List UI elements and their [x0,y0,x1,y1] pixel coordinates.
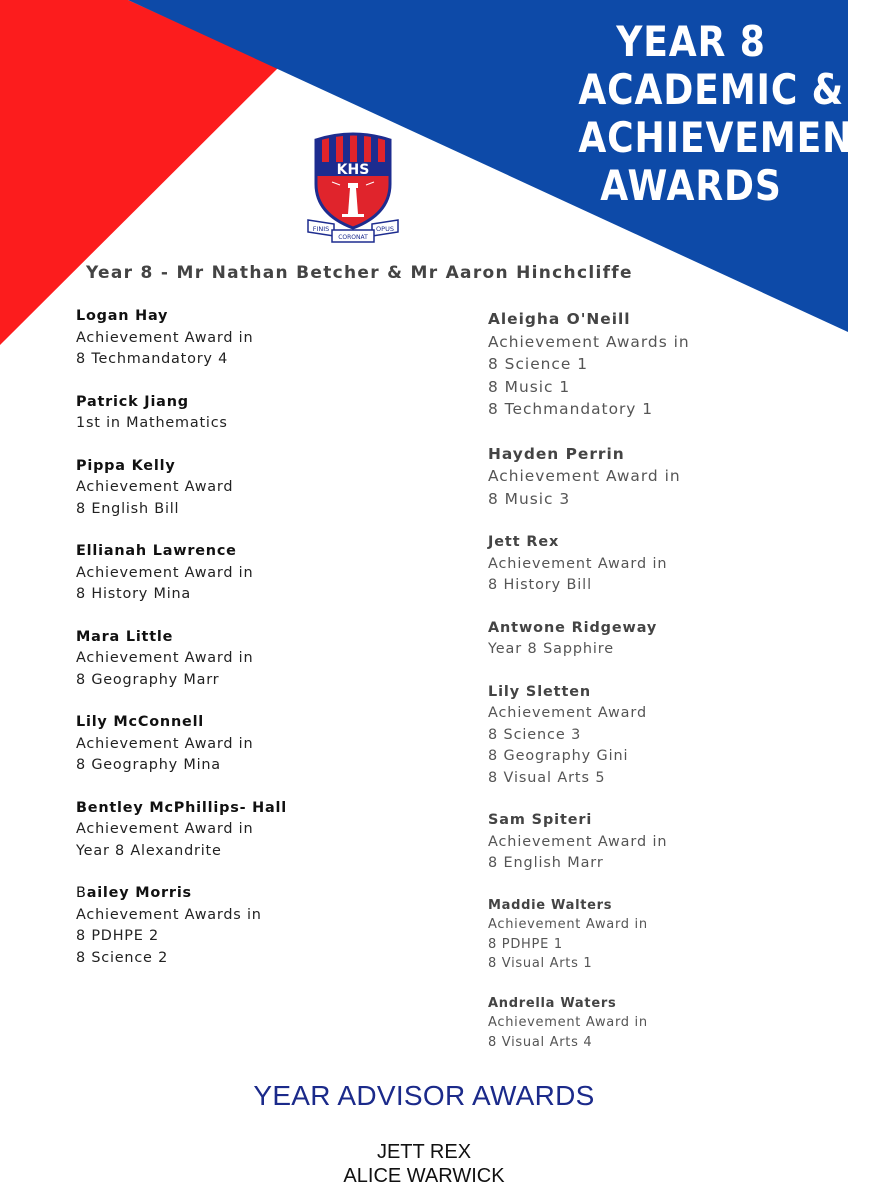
student-name-initial: B [76,885,87,901]
student-name: Ellianah Lawrence [76,543,237,559]
award-line: Achievement Award in [488,467,681,485]
award-line: Achievement Awards in [76,906,262,923]
award-entry [488,810,788,875]
award-entry [488,682,788,790]
award-entry [76,541,376,606]
svg-text:CORONAT: CORONAT [338,234,368,241]
award-line: 8 Science 2 [76,949,169,966]
award-line: Achievement Award in [76,735,254,752]
student-name: Andrella Waters [488,995,617,1011]
award-entry [76,798,376,863]
award-line: Achievement Award in [488,917,648,933]
award-line: 8 PDHPE 2 [76,928,160,944]
student-name: Antwone Ridgeway [488,619,658,636]
svg-text:FINIS: FINIS [312,225,330,233]
award-line: Achievement Award [488,705,648,721]
student-name: Pippa Kelly [76,457,176,474]
right-award-column [488,308,788,1073]
award-line: 8 Music 3 [488,489,571,508]
award-line: 8 Visual Arts 4 [488,1035,593,1051]
title-line: YEAR 8 [616,17,766,66]
teachers-subtitle: Year 8 - Mr Nathan Betcher & Mr Aaron Hinchcliffe [86,263,633,283]
award-line: Achievement Award [76,479,234,495]
svg-text:OPUS: OPUS [376,225,394,233]
student-name: Maddie Walters [488,897,613,913]
award-entry [488,308,788,421]
award-line: 8 Geography Gini [488,748,629,764]
advisor-award-name: ALICE WARWICK [343,1165,505,1187]
year-advisor-names [0,1140,848,1188]
student-name [76,883,376,905]
award-line: Achievement Award in [488,1015,648,1031]
award-entry [488,896,788,974]
award-line: Achievement Award in [76,329,254,346]
award-entry [76,306,376,371]
award-line: Year 8 Alexandrite [76,842,222,859]
award-line: 8 English Marr [488,855,604,871]
student-name: Hayden Perrin [488,444,625,463]
award-entry [76,627,376,692]
award-entry [488,532,788,597]
award-line: 8 Techmandatory 4 [76,351,229,367]
student-name: Patrick Jiang [76,393,189,410]
award-line: 8 History Mina [76,586,192,602]
award-line: 8 Visual Arts 1 [488,956,593,972]
award-line: 8 History Bill [488,577,592,593]
student-name: Logan Hay [76,308,169,324]
award-line: Achievement Award in [76,650,254,666]
student-name: Lily McConnell [76,714,205,730]
award-line: 8 Geography Marr [76,671,220,688]
award-line: 8 PDHPE 1 [488,936,563,952]
award-line: Year 8 Sapphire [488,641,615,657]
title-line: ACHIEVEMENT [578,113,879,162]
title-line: AWARDS [600,161,782,210]
award-entry [76,712,376,777]
award-entry [488,618,788,661]
student-name: Mara Little [76,628,174,645]
award-line: 1st in Mathematics [76,415,228,431]
award-line: Achievement Award in [76,821,254,837]
award-line: 8 English Bill [76,500,180,517]
award-line: 8 Visual Arts 5 [488,769,606,786]
student-name: Jett Rex [488,534,560,550]
award-line: 8 Techmandatory 1 [488,400,654,418]
page-title [578,17,879,210]
award-entry [76,392,376,435]
advisor-award-name: JETT REX [376,1141,472,1163]
award-line: 8 Geography Mina [76,757,221,773]
award-line: 8 Science 3 [488,726,582,743]
award-line: Achievement Award in [488,833,668,850]
red-corner-shape [0,0,278,345]
award-entry [76,456,376,521]
crest-initials: KHS [336,162,370,178]
title-line: ACADEMIC & [578,65,844,114]
student-name: Sam Spiteri [488,812,593,828]
year-advisor-heading: YEAR ADVISOR AWARDS [253,1080,595,1111]
award-entry [488,443,788,511]
award-line: Achievement Awards in [488,332,690,351]
student-name: Bentley McPhillips- Hall [76,799,287,816]
award-line: Achievement Award in [488,555,668,572]
left-award-column [76,306,376,990]
student-name-rest: ailey Morris [86,885,192,901]
award-entry [76,883,376,969]
award-line: 8 Music 1 [488,377,571,396]
award-line: Achievement Award in [76,564,254,581]
school-crest [306,128,400,246]
student-name: Aleigha O'Neill [488,310,631,328]
student-name: Lily Sletten [488,683,592,700]
award-line: 8 Science 1 [488,355,589,373]
award-entry [488,994,788,1053]
